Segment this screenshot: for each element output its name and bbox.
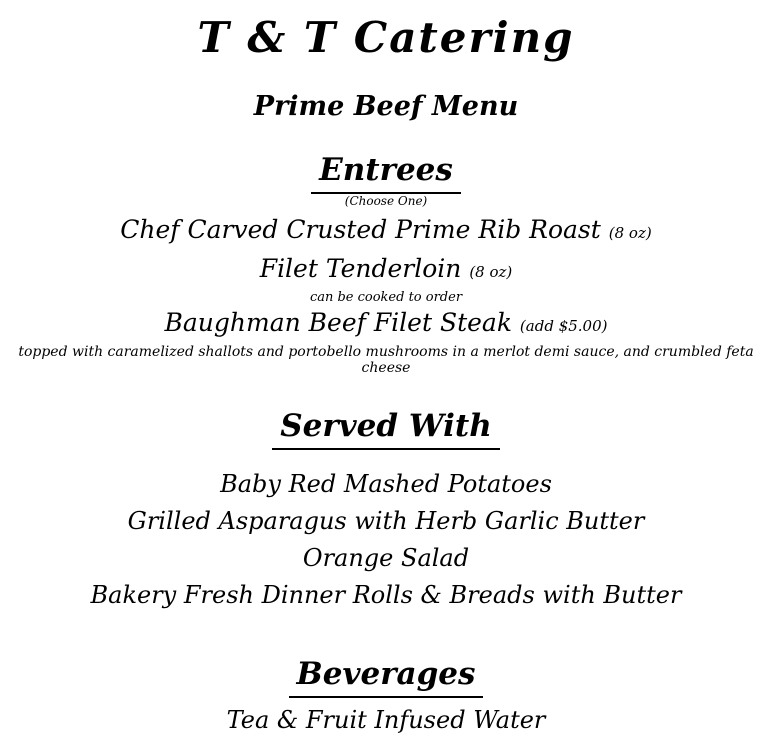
section-entrees-note: (Choose One) [344,194,428,208]
item-line [0,305,772,344]
menu-item-tea-water [0,702,772,739]
item-line [0,577,772,614]
item-name: Chef Carved Crusted Prime Rib Roast [120,215,601,244]
item-name: Baby Red Mashed Potatoes [220,470,552,498]
section-beverages [0,654,772,739]
menu-item-mashed-potatoes [0,466,772,503]
item-line [0,503,772,540]
item-line [0,251,772,290]
item-suffix: (add $5.00) [519,317,608,335]
item-line [0,212,772,251]
section-entrees-heading [0,150,772,194]
section-served-with [0,406,772,614]
menu-item-asparagus [0,503,772,540]
item-description: can be cooked to order [309,290,463,305]
item-suffix: (8 oz) [608,224,652,242]
section-beverages-heading-text: Beverages [289,654,484,698]
item-line [0,540,772,577]
item-suffix: (8 oz) [469,263,513,281]
item-line [0,702,772,739]
item-name: Baughman Beef Filet Steak [164,308,512,337]
item-name: Filet Tenderloin [259,254,462,283]
menu-item-orange-salad [0,540,772,577]
menu-item-prime-rib [0,212,772,251]
section-entrees-heading-text: Entrees [311,150,461,194]
item-name: Orange Salad [302,544,470,572]
menu-item-dinner-rolls [0,577,772,614]
item-name: Bakery Fresh Dinner Rolls & Breads with Butter [90,581,682,609]
section-served-with-heading-text: Served With [272,406,500,450]
menu-item-filet-tenderloin [0,251,772,305]
section-served-with-heading [0,406,772,450]
menu-subtitle: Prime Beef Menu [253,91,519,122]
section-beverages-heading [0,654,772,698]
item-name: Grilled Asparagus with Herb Garlic Butter [127,507,645,535]
item-name: Tea & Fruit Infused Water [226,706,546,734]
menu-item-baughman-filet [0,305,772,376]
brand-title: T & T Catering [197,13,575,62]
item-line [0,466,772,503]
item-description: topped with caramelized shallots and portobello mushrooms in a merlot demi sauce, and crumbled feta cheese [18,344,754,376]
section-entrees [0,150,772,376]
